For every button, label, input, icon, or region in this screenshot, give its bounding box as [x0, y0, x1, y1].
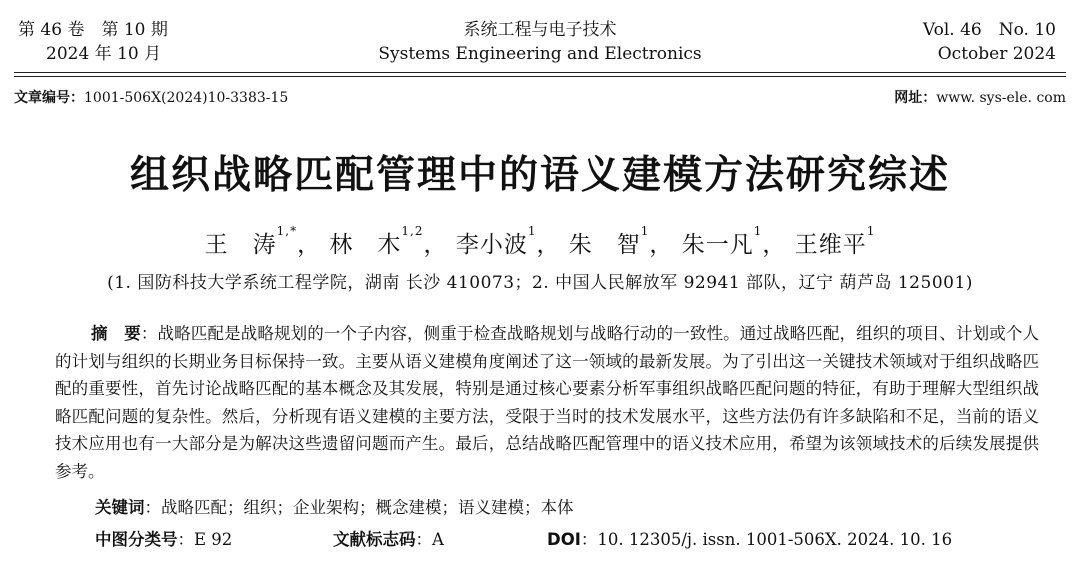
document-code-label: 文献标志码 — [333, 530, 416, 549]
author: 朱 智$^1$， — [568, 224, 674, 258]
author: 林 木$^{1,2}$， — [329, 224, 448, 258]
document-code — [333, 526, 444, 550]
author-affil-mark: 1 — [866, 224, 876, 238]
journal-volume-info-en — [923, 18, 1056, 66]
journal-title-cn: 系统工程与电子技术 — [463, 20, 617, 40]
doi-label: DOI — [547, 530, 581, 549]
author-affil-mark: 1 — [753, 224, 763, 238]
document-code-value: ：A — [415, 530, 444, 549]
issue-date-en: October 2024 — [937, 44, 1056, 64]
journal-title-en: Systems Engineering and Electronics — [378, 44, 702, 64]
volume-issue-en: Vol. 46 No. 10 — [922, 20, 1056, 40]
author-affil-mark: 1 — [640, 224, 650, 238]
abstract — [55, 320, 1039, 485]
author-affil-mark: 1 — [527, 224, 537, 238]
keywords — [95, 494, 574, 518]
header-rule-top — [14, 72, 1066, 73]
article-number-value: 1001-506X(2024)10-3383-15 — [84, 90, 289, 106]
clc-number — [95, 526, 232, 550]
issue-date: 2024 年 10 月 — [46, 44, 162, 64]
website-label: 网址： — [894, 90, 937, 106]
author: 李小波$^1$， — [455, 224, 561, 258]
website — [894, 87, 1066, 107]
author-affil-mark: 1,2 — [401, 224, 424, 238]
author-affil-mark: 1,* — [276, 224, 298, 238]
author: 王维平$^1$ — [794, 224, 876, 258]
author: 王 涛$^{1,*}$， — [204, 224, 322, 258]
volume-issue: 第 46 卷 第 10 期 — [18, 20, 168, 40]
journal-title — [0, 18, 1080, 66]
article-number-label: 文章编号： — [14, 90, 84, 106]
keywords-text: ：战略匹配；组织；企业架构；概念建模；语义建模；本体 — [144, 498, 574, 517]
clc-label: 中图分类号 — [95, 530, 178, 549]
header-rule-bottom — [14, 76, 1066, 77]
author-list — [0, 226, 1080, 259]
keywords-label: 关键词 — [95, 498, 145, 517]
article-number — [14, 87, 288, 107]
website-url[interactable]: www. sys-ele. com — [936, 90, 1066, 106]
abstract-text: ：战略匹配是战略规划的一个子内容，侧重于检查战略规划与战略行动的一致性。通过战略匹配，组织的项目、计划或个人的计划与组织的长期业务目标保持一致。主要从语义建模角度阐述了这一领域的最新发展。为了引出这一关键技术领域对于组织战略匹配的重要性，首先讨论战略匹配的基本概念及其发展，特别是通过核心要素分析军事组织战略匹配问题的特征，有助于理解大型组织战略匹配问题的复杂性。然后，分析现有语义建模的主要方法，受限于当时的技术发展水平，这些方法仍有许多缺陷和不足，当前的语义技术应用也有一大部分是为解决这些遗留问题而产生。最后，总结战略匹配管理中的语义技术应用，希望为该领域技术的后续发展提供参考。 — [55, 324, 1040, 481]
author: 朱一凡$^1$， — [681, 224, 787, 258]
abstract-label: 摘 要 — [91, 324, 141, 343]
affiliations: (1. 国防科技大学系统工程学院，湖南 长沙 410073；2. 中国人民解放军 92941 部队，辽宁 葫芦岛 125001) — [107, 273, 973, 293]
paper-title: 组织战略匹配管理中的语义建模方法研究综述 — [129, 153, 950, 198]
doi-value[interactable]: ：10. 12305/j. issn. 1001-506X. 2024. 10. 16 — [580, 530, 953, 549]
clc-value: ：E 92 — [177, 530, 233, 549]
doi — [547, 526, 952, 550]
